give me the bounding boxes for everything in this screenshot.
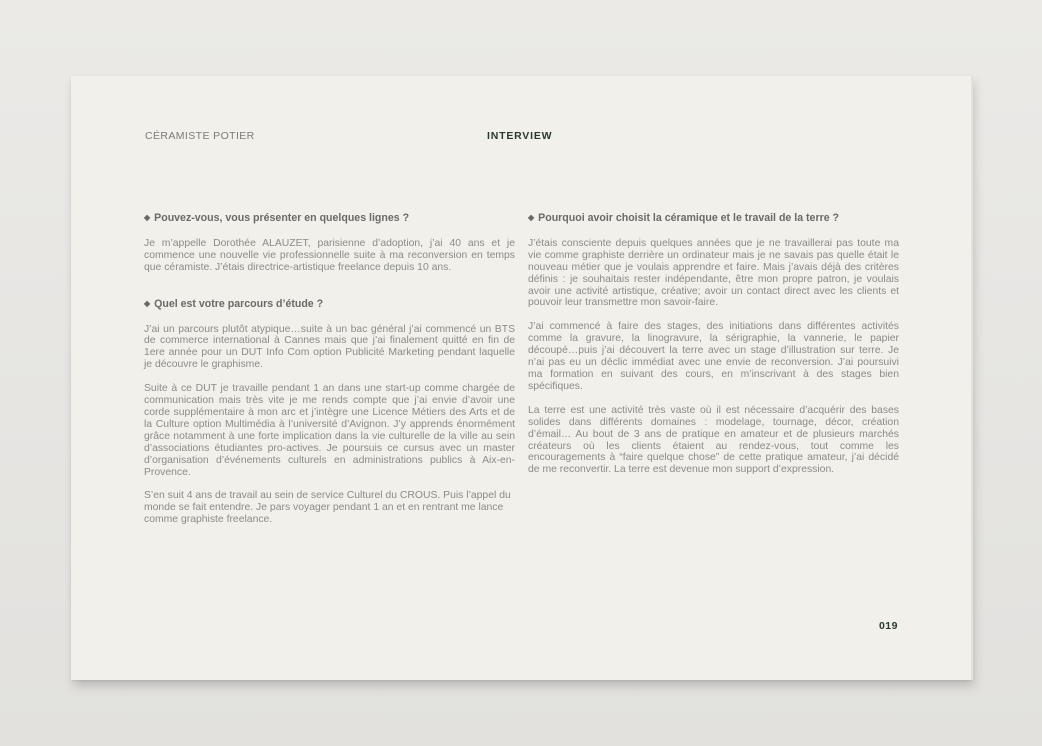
answer-paragraph: La terre est une activité très vaste où il est nécessaire d’acquérir des bases solides dans différents domaines : modelage, tournage, décor, création d’émail… Au bout de 3 ans de pratique en amateur et de plusieurs marchés créateurs où les clients étaient au rendez-vous, tout comme les encouragements à “faire quelque chose” de cette pratique amateur, j’ai décidé de me reconvertir. La terre est devenue mon support d’expression. (528, 404, 899, 476)
answer-paragraph: Je m’appelle Dorothée ALAUZET, parisienne d’adoption, j’ai 40 ans et je commence une nouvelle vie professionnelle suite à ma reconversion en temps que céramiste. J’étais directrice-artistique freelance depuis 10 ans. (144, 237, 515, 273)
diamond-icon: ◆ (144, 213, 151, 222)
diamond-icon: ◆ (528, 213, 535, 222)
magazine-page (71, 76, 971, 680)
question-heading: ◆ Pourquoi avoir choisit la céramique et le travail de la terre ? (528, 212, 840, 224)
left-column (144, 212, 515, 538)
question-heading: ◆ Pouvez-vous, vous présenter en quelques lignes ? (144, 212, 410, 224)
diamond-icon: ◆ (144, 298, 151, 308)
answer-paragraph: S’en suit 4 ans de travail au sein de service Culturel du CROUS. Puis l’appel du monde se fait entendre. Je pars voyager pendant 1 an et en rentrant me lance comme graphiste freelance. (144, 490, 511, 526)
page-title: INTERVIEW (487, 130, 553, 142)
section-label: CÉRAMISTE POTIER (145, 130, 255, 142)
right-column (528, 212, 899, 488)
question-heading: ◆ Quel est votre parcours d’étude ? (144, 297, 324, 310)
answer-paragraph: J’étais consciente depuis quelques années que je ne travaillerai pas toute ma vie comme graphiste derrière un ordinateur mais je ne savais pas quelle était le nouveau métier que je voulais apprendre et faire. Mais j’avais déjà des critères définis : je souhaitais rester indépendante, être mon propre patron, je voulais avoir une activité artistique, créative; avoir un contact direct avec les clients et pouvoir leur transmettre mon savoir-faire. (528, 237, 899, 309)
answer-paragraph: Suite à ce DUT je travaille pendant 1 an dans une start-up comme chargée de communication mais très vite je me rends compte que j’ai envie d’avoir une corde supplémentaire à mon arc et j’intègre une Licence Métiers des Arts et de la Culture option Multimédia à l’université d’Avignon. J’y apprends énormément grâce notamment à une forte implication dans la vie culturelle de la ville au sein d’associations étudiantes pro-actives. Je poursuis ce cursus avec un master d’organisation d’événements culturels en administrations publics à Aix-en-Provence. (144, 383, 515, 478)
answer-paragraph: J’ai un parcours plutôt atypique…suite à un bac général j’ai commencé un BTS de commerce international à Cannes mais que j’ai finalement quitté en fin de 1ere année pour un DUT Info Com option Publicité Marketing pendant laquelle je découvre le graphisme. (144, 323, 515, 371)
answer-paragraph: J’ai commencé à faire des stages, des initiations dans différentes activités comme la gravure, la linogravure, la sérigraphie, la vannerie, le papier découpé…puis j’ai découvert la terre avec un stage d’illustration sur terre. Je n’ai pas eu un déclic immédiat avec une envie de reconversion. J’ai poursuivi ma formation en suivant des cours, en m’inscrivant à des stages bien spécifiques. (528, 321, 899, 392)
page-number: 019 (878, 620, 898, 632)
